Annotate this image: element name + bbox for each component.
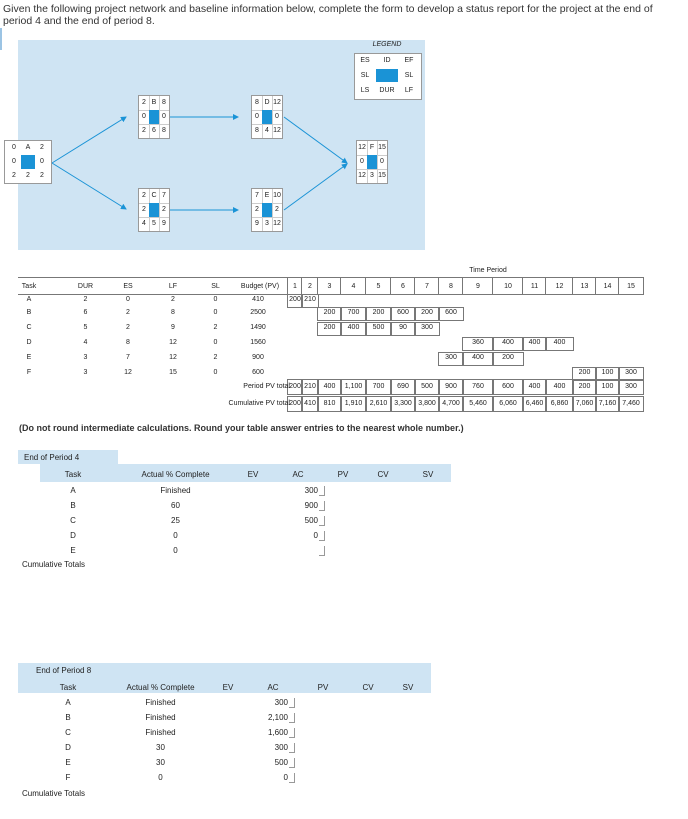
pv-cell-border bbox=[317, 307, 342, 321]
legend-lf: LF bbox=[404, 87, 414, 94]
cumulative-pv-total: 6,060 bbox=[499, 400, 517, 407]
period-divider bbox=[340, 277, 341, 295]
network-legend bbox=[354, 40, 420, 110]
form8-ac-value: 300 bbox=[274, 698, 288, 707]
form8-ac-value: 1,600 bbox=[267, 728, 288, 737]
form8-ac-value: 500 bbox=[274, 758, 288, 767]
form8-ac-value: 300 bbox=[274, 743, 288, 752]
node-b-dur: 6 bbox=[152, 127, 156, 134]
legend-title: LEGEND bbox=[372, 41, 402, 48]
cumulative-pv-total: 3,800 bbox=[418, 400, 436, 407]
form8-ac-input-edge[interactable] bbox=[289, 758, 295, 768]
form4-header-ev: EV bbox=[247, 470, 259, 479]
node-f-sl: 0 bbox=[360, 158, 364, 165]
period-header: 11 bbox=[530, 283, 539, 290]
baseline-table bbox=[18, 266, 643, 412]
period-divider bbox=[572, 277, 573, 295]
node-e-es: 7 bbox=[255, 192, 259, 199]
form8-pct-complete: Finished bbox=[145, 713, 176, 722]
node-c-ls: 4 bbox=[142, 220, 146, 227]
baseline-dur: 3 bbox=[83, 354, 88, 361]
form4-task: A bbox=[70, 486, 76, 495]
baseline-lf: 12 bbox=[169, 339, 177, 346]
period-pv-total: 210 bbox=[304, 383, 316, 390]
form8-title: End of Period 8 bbox=[36, 666, 92, 675]
node-e-lf: 12 bbox=[273, 220, 281, 227]
node-f-mid bbox=[367, 155, 377, 169]
node-c-sl-right: 2 bbox=[162, 206, 166, 213]
form4-header-pv: PV bbox=[337, 470, 349, 479]
legend-sl-right: SL bbox=[404, 72, 414, 79]
node-f-es: 12 bbox=[358, 144, 366, 151]
period-pv-total: 400 bbox=[323, 383, 336, 390]
cumulative-pv-total: 1,910 bbox=[344, 400, 363, 407]
form8-pct-complete: 30 bbox=[156, 758, 165, 767]
baseline-es: 2 bbox=[126, 309, 130, 316]
period-pv-total: 300 bbox=[625, 383, 637, 390]
form8-pct-complete: 0 bbox=[158, 773, 163, 782]
period-divider bbox=[287, 277, 288, 295]
form4-ac-value: 900 bbox=[304, 501, 318, 510]
form8-ac-input-edge[interactable] bbox=[289, 743, 295, 753]
form8-header-ev: EV bbox=[222, 683, 234, 692]
node-a bbox=[4, 140, 52, 184]
pv-cell-border bbox=[545, 337, 574, 351]
form-end-of-period-8 bbox=[18, 663, 431, 801]
arrow-d-f bbox=[284, 117, 347, 163]
pv-cell-border bbox=[340, 322, 367, 336]
node-f-lf: 15 bbox=[378, 172, 386, 179]
form8-pct-complete: Finished bbox=[145, 728, 176, 737]
node-d-sl: 0 bbox=[255, 113, 259, 120]
pv-cell-border bbox=[390, 322, 416, 336]
baseline-pv-cell: 400 bbox=[347, 324, 360, 331]
baseline-pv-cell: 400 bbox=[553, 339, 566, 346]
node-f-dur: 3 bbox=[370, 172, 374, 179]
form8-cumulative-totals: Cumulative Totals bbox=[22, 789, 85, 798]
legend-ls: LS bbox=[360, 87, 370, 94]
form4-task: E bbox=[70, 546, 76, 555]
period-header: 7 bbox=[425, 283, 429, 290]
cumulative-pv-total: 3,300 bbox=[394, 400, 412, 407]
pv-cell-border bbox=[522, 337, 547, 351]
baseline-es: 8 bbox=[126, 339, 130, 346]
period-pv-total: 600 bbox=[502, 383, 514, 390]
baseline-es: 2 bbox=[126, 324, 130, 331]
baseline-budget: 600 bbox=[252, 369, 264, 376]
baseline-task: C bbox=[26, 324, 32, 331]
form4-cumulative-totals: Cumulative Totals bbox=[22, 560, 85, 569]
period-divider bbox=[462, 277, 463, 295]
form4-header-cv: CV bbox=[377, 470, 389, 479]
node-f-ls: 12 bbox=[358, 172, 366, 179]
baseline-budget: 2500 bbox=[250, 309, 266, 316]
form8-ac-input-edge[interactable] bbox=[289, 698, 295, 708]
pv-cell-border bbox=[462, 352, 494, 366]
form8-task: B bbox=[65, 713, 71, 722]
baseline-pv-cell: 200 bbox=[372, 309, 385, 316]
period-pv-total: 900 bbox=[445, 383, 457, 390]
period-pv-total: 500 bbox=[421, 383, 433, 390]
node-c-es: 2 bbox=[142, 192, 146, 199]
node-d-lf: 12 bbox=[273, 127, 281, 134]
node-a-es: 0 bbox=[12, 144, 16, 151]
node-b-mid bbox=[149, 110, 159, 124]
header-task: Task bbox=[21, 283, 37, 290]
period-divider bbox=[365, 277, 366, 295]
form4-ac-input-edge[interactable] bbox=[319, 546, 325, 556]
node-d-ls: 8 bbox=[255, 127, 259, 134]
form8-ac-value: 2,100 bbox=[267, 713, 288, 722]
baseline-sl: 0 bbox=[213, 339, 218, 346]
cumulative-pv-total: 4,700 bbox=[442, 400, 460, 407]
node-f-ef: 15 bbox=[378, 144, 386, 151]
period-divider bbox=[595, 277, 596, 295]
baseline-es: 0 bbox=[126, 296, 130, 303]
period-divider bbox=[317, 277, 318, 295]
pv-cell-border bbox=[414, 307, 440, 321]
legend-ef: EF bbox=[404, 57, 414, 64]
baseline-sl: 2 bbox=[213, 324, 218, 331]
node-e-ef: 10 bbox=[273, 192, 281, 199]
pv-cell-border bbox=[390, 307, 416, 321]
node-b-sl: 0 bbox=[142, 113, 146, 120]
cumulative-pv-total: 7,060 bbox=[575, 400, 594, 407]
period-divider bbox=[438, 277, 439, 295]
node-b-sl-right: 0 bbox=[162, 113, 166, 120]
pv-cell-border bbox=[414, 322, 440, 336]
problem-statement: Given the following project network and baseline information below, complete the form to develop a status report for the project at the end of period 4 and the end of period 8. bbox=[3, 3, 653, 27]
form8-ac-input-edge[interactable] bbox=[289, 713, 295, 723]
baseline-pv-cell: 360 bbox=[472, 339, 484, 346]
form8-task: C bbox=[65, 728, 71, 737]
baseline-pv-cell: 600 bbox=[445, 309, 457, 316]
arrow-e-f bbox=[284, 164, 347, 210]
pv-cell-border bbox=[462, 337, 494, 351]
period-pv-total: 200 bbox=[289, 383, 301, 390]
pv-cell-border bbox=[365, 322, 392, 336]
cumulative-pv-total: 6,860 bbox=[550, 400, 569, 407]
form8-header-cv: CV bbox=[362, 683, 374, 692]
node-e-dur: 3 bbox=[265, 220, 269, 227]
node-b bbox=[138, 95, 170, 139]
baseline-lf: 2 bbox=[171, 296, 175, 303]
form8-ac-input-edge[interactable] bbox=[289, 773, 295, 783]
form8-header-task: Task bbox=[59, 683, 77, 692]
period-header: 6 bbox=[401, 283, 405, 290]
form4-task: D bbox=[70, 531, 76, 540]
node-e-sl: 2 bbox=[255, 206, 259, 213]
period-divider bbox=[618, 277, 619, 295]
form4-ac-input-edge[interactable] bbox=[319, 501, 325, 511]
period-header: 1 bbox=[293, 283, 297, 290]
node-e-sl-right: 2 bbox=[275, 206, 279, 213]
node-a-mid bbox=[21, 155, 35, 169]
form8-task: D bbox=[65, 743, 71, 752]
form4-header-sv: SV bbox=[422, 470, 434, 479]
pv-cell-border bbox=[492, 352, 524, 366]
form8-ac-input-edge[interactable] bbox=[289, 728, 295, 738]
period-header: 5 bbox=[376, 283, 381, 290]
period-pv-total: 700 bbox=[372, 383, 385, 390]
baseline-pv-cell: 210 bbox=[304, 296, 316, 303]
baseline-lf: 12 bbox=[169, 354, 177, 361]
period-divider bbox=[492, 277, 493, 295]
baseline-pv-cell: 200 bbox=[502, 354, 514, 361]
form4-ac-input-edge[interactable] bbox=[319, 516, 325, 526]
form4-pct-complete: 0 bbox=[173, 531, 178, 540]
cumulative-pv-total: 200 bbox=[289, 400, 301, 407]
baseline-sl: 0 bbox=[213, 296, 218, 303]
baseline-sl: 2 bbox=[213, 354, 218, 361]
legend-es: ES bbox=[360, 57, 370, 64]
form-end-of-period-4 bbox=[18, 450, 451, 574]
form8-header-ac: AC bbox=[267, 683, 279, 692]
node-e bbox=[251, 188, 283, 232]
cumulative-pv-total: 7,460 bbox=[622, 400, 640, 407]
baseline-pv-cell: 200 bbox=[421, 309, 433, 316]
period-header: 10 bbox=[504, 283, 512, 290]
baseline-pv-cell: 400 bbox=[502, 339, 514, 346]
baseline-pv-cell: 400 bbox=[472, 354, 484, 361]
baseline-dur: 5 bbox=[83, 324, 88, 331]
baseline-dur: 4 bbox=[83, 339, 88, 346]
period-header: 9 bbox=[476, 283, 480, 290]
cumulative-pv-total: 2,610 bbox=[369, 400, 388, 407]
time-period-label: Time Period bbox=[469, 267, 507, 274]
period-pv-total: 400 bbox=[553, 383, 566, 390]
node-d-id: D bbox=[264, 99, 270, 106]
baseline-es: 7 bbox=[126, 354, 130, 361]
baseline-budget: 1490 bbox=[250, 324, 266, 331]
form8-ac-value: 0 bbox=[283, 773, 288, 782]
pv-cell-border bbox=[438, 352, 464, 366]
node-a-sl-right: 0 bbox=[40, 158, 44, 165]
node-a-lf: 2 bbox=[40, 172, 44, 179]
period-divider bbox=[390, 277, 391, 295]
period-pv-total: 690 bbox=[397, 383, 409, 390]
node-f-sl-right: 0 bbox=[380, 158, 384, 165]
form4-header-ac: AC bbox=[292, 470, 304, 479]
form4-ac-input-edge[interactable] bbox=[319, 531, 325, 541]
form4-ac-input-edge[interactable] bbox=[319, 486, 325, 496]
pv-cell-border bbox=[438, 307, 464, 321]
node-d-ef: 12 bbox=[273, 99, 281, 106]
header-es: ES bbox=[123, 283, 133, 290]
period-header: 4 bbox=[351, 283, 356, 290]
node-a-sl: 0 bbox=[12, 158, 16, 165]
baseline-pv-cell: 400 bbox=[528, 339, 541, 346]
cumulative-pv-total: 5,460 bbox=[469, 400, 487, 407]
form8-task: A bbox=[65, 698, 71, 707]
baseline-task: A bbox=[26, 296, 32, 303]
baseline-lf: 9 bbox=[171, 324, 175, 331]
node-d-dur: 4 bbox=[265, 127, 269, 134]
baseline-budget: 410 bbox=[252, 296, 264, 303]
period-divider bbox=[414, 277, 415, 295]
form8-header-sv: SV bbox=[402, 683, 414, 692]
period-divider bbox=[522, 277, 523, 295]
form4-title: End of Period 4 bbox=[24, 453, 80, 462]
baseline-task: F bbox=[26, 369, 32, 376]
legend-mid-box bbox=[376, 69, 398, 82]
cumulative-pv-total: 6,460 bbox=[525, 400, 544, 407]
period-header: 8 bbox=[449, 283, 453, 290]
baseline-dur: 3 bbox=[83, 369, 88, 376]
legend-sl-left: SL bbox=[360, 72, 370, 79]
period-pv-label: Period PV total bbox=[243, 383, 290, 390]
node-a-ls: 2 bbox=[12, 172, 16, 179]
form4-ac-value: 0 bbox=[313, 531, 318, 540]
node-a-ef: 2 bbox=[40, 144, 44, 151]
form4-task: B bbox=[70, 501, 76, 510]
baseline-pv-cell: 90 bbox=[399, 324, 407, 331]
header-underline bbox=[18, 294, 643, 295]
baseline-pv-cell: 100 bbox=[601, 369, 614, 376]
form4-pct-complete: 60 bbox=[171, 501, 180, 510]
pv-cell-border bbox=[301, 294, 319, 308]
legend-dur: DUR bbox=[379, 87, 395, 94]
period-header: 3 bbox=[327, 283, 332, 290]
node-e-ls: 9 bbox=[255, 220, 259, 227]
node-b-lf: 8 bbox=[162, 127, 166, 134]
baseline-pv-cell: 200 bbox=[323, 309, 336, 316]
form4-header-task: Task bbox=[64, 470, 82, 479]
baseline-lf: 8 bbox=[171, 309, 175, 316]
pv-cell-border bbox=[340, 307, 367, 321]
node-c bbox=[138, 188, 170, 232]
form8-task: E bbox=[65, 758, 71, 767]
cumulative-pv-total: 410 bbox=[304, 400, 316, 407]
period-header: 14 bbox=[603, 283, 612, 290]
node-b-es: 2 bbox=[142, 99, 146, 106]
baseline-pv-cell: 300 bbox=[625, 369, 637, 376]
baseline-task: E bbox=[26, 354, 32, 361]
baseline-pv-cell: 200 bbox=[323, 324, 336, 331]
period-divider bbox=[301, 277, 302, 295]
form8-pct-complete: 30 bbox=[156, 743, 165, 752]
left-accent-bar bbox=[0, 28, 2, 50]
header-dur: DUR bbox=[77, 283, 94, 290]
cumulative-pv-label: Cumulative PV total bbox=[228, 400, 290, 407]
baseline-dur: 2 bbox=[83, 296, 88, 303]
baseline-lf: 15 bbox=[169, 369, 177, 376]
baseline-sl: 0 bbox=[213, 369, 218, 376]
node-c-dur: 5 bbox=[152, 220, 156, 227]
project-network-diagram bbox=[12, 40, 425, 250]
form8-header-pct: Actual % Complete bbox=[126, 683, 195, 692]
header-lf: LF bbox=[168, 283, 178, 290]
baseline-pv-cell: 500 bbox=[372, 324, 385, 331]
form8-pct-complete: Finished bbox=[145, 698, 176, 707]
node-b-id: B bbox=[151, 99, 157, 106]
period-pv-total: 100 bbox=[601, 383, 614, 390]
node-f bbox=[356, 140, 388, 184]
cumulative-pv-total: 810 bbox=[323, 400, 336, 407]
node-a-dur: 2 bbox=[26, 172, 30, 179]
form4-ac-value: 500 bbox=[304, 516, 318, 525]
pv-cell-border bbox=[317, 322, 342, 336]
node-b-ls: 2 bbox=[142, 127, 146, 134]
form4-task: C bbox=[70, 516, 76, 525]
baseline-pv-cell: 700 bbox=[347, 309, 360, 316]
baseline-pv-cell: 600 bbox=[397, 309, 409, 316]
baseline-es: 12 bbox=[124, 369, 132, 376]
node-d-es: 8 bbox=[255, 99, 259, 106]
baseline-pv-cell: 200 bbox=[289, 296, 301, 303]
baseline-pv-cell: 300 bbox=[421, 324, 433, 331]
period-divider bbox=[643, 277, 644, 295]
form4-pct-complete: 25 bbox=[171, 516, 180, 525]
period-pv-total: 400 bbox=[528, 383, 541, 390]
baseline-budget: 900 bbox=[252, 354, 264, 361]
pv-cell-border bbox=[365, 307, 392, 321]
node-a-id: A bbox=[25, 144, 31, 151]
node-d-sl-right: 0 bbox=[275, 113, 279, 120]
period-header: 12 bbox=[555, 283, 564, 290]
baseline-pv-cell: 300 bbox=[445, 354, 457, 361]
pv-cell-border bbox=[492, 337, 524, 351]
legend-id: ID bbox=[383, 57, 391, 64]
period-pv-total: 1,100 bbox=[344, 383, 363, 390]
form8-header-pv: PV bbox=[317, 683, 329, 692]
node-f-id: F bbox=[369, 144, 375, 151]
baseline-task: D bbox=[26, 339, 32, 346]
form4-pct-complete: 0 bbox=[173, 546, 178, 555]
header-budget: Budget (PV) bbox=[240, 283, 280, 290]
baseline-sl: 0 bbox=[213, 309, 218, 316]
node-c-lf: 9 bbox=[162, 220, 166, 227]
period-pv-total: 760 bbox=[472, 383, 484, 390]
form8-task: F bbox=[65, 773, 71, 782]
arrow-a-b bbox=[52, 117, 126, 163]
node-c-ef: 7 bbox=[162, 192, 166, 199]
node-c-id: C bbox=[151, 192, 157, 199]
form4-ac-value: 300 bbox=[304, 486, 318, 495]
cumulative-pv-total: 7,160 bbox=[598, 400, 617, 407]
form4-pct-complete: Finished bbox=[160, 486, 191, 495]
node-e-mid bbox=[262, 203, 272, 217]
node-d bbox=[251, 95, 283, 139]
node-d-mid bbox=[262, 110, 272, 124]
node-e-id: E bbox=[264, 192, 270, 199]
node-c-sl: 2 bbox=[142, 206, 146, 213]
period-header: 15 bbox=[627, 283, 635, 290]
baseline-dur: 6 bbox=[83, 309, 88, 316]
baseline-budget: 1560 bbox=[250, 339, 266, 346]
period-pv-total: 200 bbox=[578, 383, 591, 390]
baseline-pv-cell: 200 bbox=[578, 369, 591, 376]
period-divider bbox=[545, 277, 546, 295]
node-c-mid bbox=[149, 203, 159, 217]
rounding-note: (Do not round intermediate calculations. Round your table answer entries to the nearest whole number.) bbox=[19, 423, 464, 433]
form4-header-pct: Actual % Complete bbox=[141, 470, 210, 479]
baseline-task: B bbox=[26, 309, 32, 316]
header-sl: SL bbox=[211, 283, 220, 290]
period-header: 2 bbox=[308, 283, 312, 290]
arrow-a-c bbox=[52, 163, 126, 209]
node-b-ef: 8 bbox=[162, 99, 166, 106]
period-header: 13 bbox=[580, 283, 589, 290]
